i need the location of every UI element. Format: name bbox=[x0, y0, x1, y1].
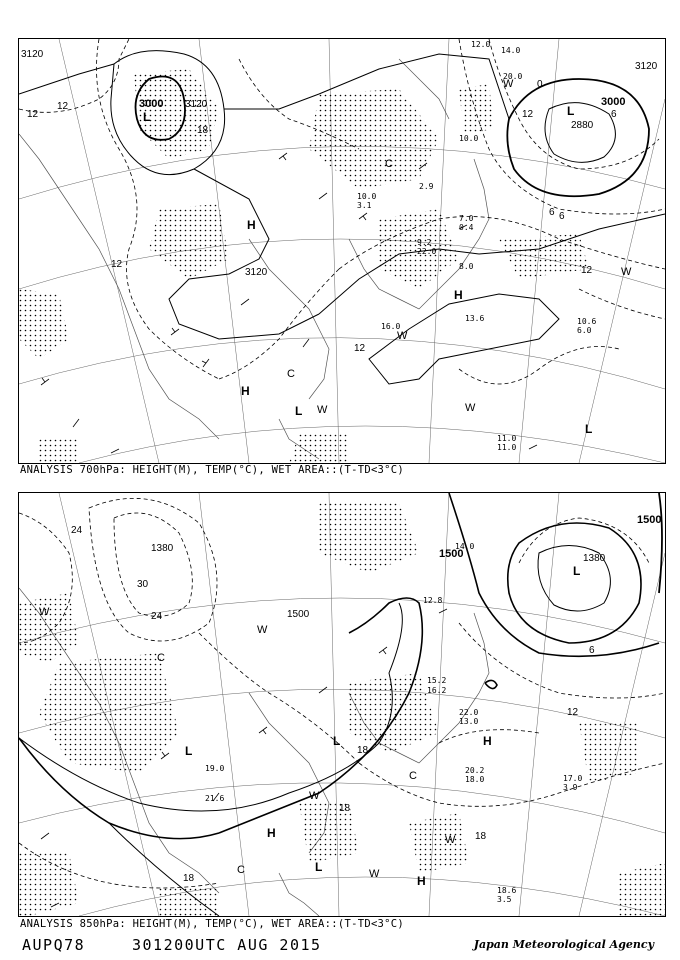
station-value: 11.0 bbox=[497, 434, 517, 443]
low-center: L bbox=[143, 110, 151, 124]
temp-label: 12 bbox=[522, 109, 534, 120]
temp-label: 6 bbox=[549, 207, 555, 218]
chart-code: AUPQ78 bbox=[22, 936, 86, 954]
height-label: 1500 bbox=[637, 514, 662, 526]
temp-label: 12 bbox=[57, 101, 69, 112]
station-value: 12.0 bbox=[471, 40, 491, 49]
caption-700hpa: ANALYSIS 700hPa: HEIGHT(M), TEMP(°C), WET AREA::(T-TD<3°C) bbox=[20, 464, 405, 476]
height-label: 1380 bbox=[151, 543, 174, 554]
warm-center: W bbox=[39, 606, 50, 618]
height-label: 3120 bbox=[635, 61, 658, 72]
station-value: 3.9 bbox=[563, 783, 578, 792]
station-value: 21.6 bbox=[205, 794, 225, 803]
station-value: 19.0 bbox=[205, 764, 225, 773]
temp-label: 18 bbox=[183, 873, 195, 884]
map-panel-700hpa bbox=[18, 38, 666, 464]
cold-center: C bbox=[409, 770, 417, 782]
cold-center: C bbox=[157, 652, 165, 664]
station-value: 22.0 bbox=[417, 247, 437, 256]
station-value: 20.2 bbox=[465, 766, 485, 775]
map-panel-850hpa bbox=[18, 492, 666, 917]
cold-center: C bbox=[237, 864, 245, 876]
station-value: 20.0 bbox=[503, 72, 523, 81]
low-center: L bbox=[315, 860, 323, 874]
station-value: 11.0 bbox=[497, 443, 517, 452]
low-center: L bbox=[185, 744, 193, 758]
station-value: 14.0 bbox=[455, 542, 475, 551]
station-value: 10.0 bbox=[459, 134, 479, 143]
temp-label: 24 bbox=[151, 611, 163, 622]
station-value: 2.9 bbox=[419, 182, 434, 191]
station-value: 9.2 bbox=[417, 238, 432, 247]
warm-center: W bbox=[621, 266, 632, 278]
height-label: 2880 bbox=[571, 120, 594, 131]
station-value: 16.0 bbox=[381, 322, 401, 331]
low-center: H bbox=[417, 874, 426, 888]
station-value: 8.0 bbox=[459, 262, 474, 271]
station-value: 3.5 bbox=[497, 895, 512, 904]
temp-label: 12 bbox=[27, 109, 39, 120]
height-label: 3120 bbox=[185, 99, 208, 110]
low-center: L bbox=[585, 422, 593, 436]
temp-label: 6 bbox=[589, 645, 595, 656]
temp-label: 12 bbox=[111, 259, 123, 270]
station-value: 15.2 bbox=[427, 676, 447, 685]
station-value: 7.0 bbox=[459, 214, 474, 223]
low-center: L bbox=[333, 734, 341, 748]
station-value: 6.0 bbox=[577, 326, 592, 335]
chart-footer bbox=[22, 936, 662, 956]
station-plots bbox=[41, 153, 537, 453]
station-value: 12.8 bbox=[423, 596, 443, 605]
temp-label: 18 bbox=[475, 831, 487, 842]
isotherms bbox=[19, 39, 665, 384]
station-value: 14.0 bbox=[501, 46, 521, 55]
height-label: 1380 bbox=[583, 553, 606, 564]
chart-700hpa bbox=[19, 39, 665, 463]
agency-name: Japan Meteorological Agency bbox=[473, 938, 654, 951]
height-label: 3000 bbox=[139, 98, 164, 110]
warm-center: W bbox=[369, 868, 380, 880]
caption-850hpa: ANALYSIS 850hPa: HEIGHT(M), TEMP(°C), WET AREA::(T-TD<3°C) bbox=[20, 918, 405, 930]
temp-label: 18 bbox=[197, 125, 209, 136]
temp-label: 12 bbox=[581, 265, 593, 276]
high-center: H bbox=[454, 288, 463, 302]
temp-label: 12 bbox=[567, 707, 579, 718]
high-center: H bbox=[267, 826, 276, 840]
temp-label: 18 bbox=[339, 803, 351, 814]
temp-label: 6 bbox=[611, 109, 617, 120]
temp-label: 6 bbox=[559, 211, 565, 222]
temp-label: 0 bbox=[537, 79, 543, 90]
warm-center: W bbox=[397, 330, 408, 342]
warm-center: W bbox=[309, 790, 320, 802]
station-value: 17.0 bbox=[563, 774, 583, 783]
warm-center: W bbox=[317, 404, 328, 416]
station-value: 10.0 bbox=[357, 192, 377, 201]
height-label: 3120 bbox=[245, 267, 268, 278]
station-value: 0.4 bbox=[459, 223, 474, 232]
height-label: 1500 bbox=[287, 609, 310, 620]
temp-label: 18 bbox=[357, 745, 369, 756]
low-center: L bbox=[295, 404, 303, 418]
chart-850hpa bbox=[19, 493, 665, 916]
temp-label: 12 bbox=[354, 343, 366, 354]
warm-center: W bbox=[503, 78, 514, 90]
height-label: 3120 bbox=[21, 49, 44, 60]
temp-label: 30 bbox=[137, 579, 149, 590]
station-value: 16.2 bbox=[427, 686, 447, 695]
high-center: H bbox=[241, 384, 250, 398]
low-center: L bbox=[573, 564, 581, 578]
high-center: H bbox=[483, 734, 492, 748]
cold-center: C bbox=[385, 158, 393, 170]
warm-center: W bbox=[445, 834, 456, 846]
station-value: 18.6 bbox=[497, 886, 517, 895]
low-center: L bbox=[567, 104, 575, 118]
height-label: 1500 bbox=[439, 548, 464, 560]
height-label: 3000 bbox=[601, 96, 626, 108]
issue-time: 301200UTC AUG 2015 bbox=[132, 936, 322, 954]
station-value: 22.0 bbox=[459, 708, 479, 717]
warm-center: W bbox=[257, 624, 268, 636]
high-center: H bbox=[247, 218, 256, 232]
temp-label: 24 bbox=[71, 525, 83, 536]
station-value: 3.1 bbox=[357, 201, 372, 210]
warm-center: W bbox=[465, 402, 476, 414]
cold-center: C bbox=[287, 368, 295, 380]
station-value: 18.0 bbox=[465, 775, 485, 784]
station-value: 13.0 bbox=[459, 717, 479, 726]
station-value: 13.6 bbox=[465, 314, 485, 323]
station-value: 10.6 bbox=[577, 317, 597, 326]
